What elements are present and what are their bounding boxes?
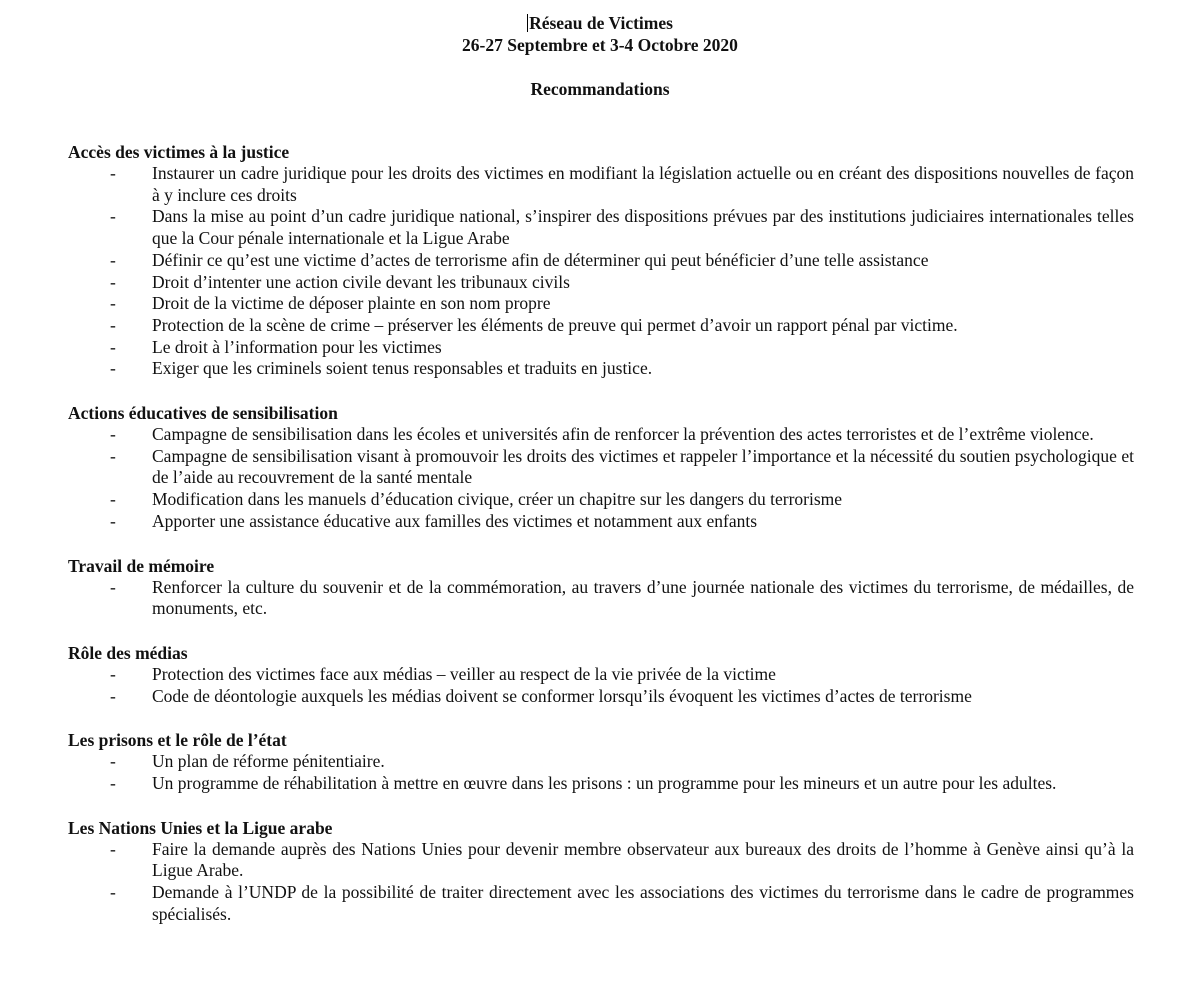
recommendation-list: [68, 577, 1134, 620]
section-title: Travail de mémoire: [68, 555, 215, 576]
bullet-dash: -: [110, 882, 116, 903]
bullet-dash: -: [110, 751, 116, 772]
text-cursor: [527, 14, 528, 32]
bullet-dash: -: [110, 271, 116, 292]
list-item: [68, 489, 1134, 511]
list-item: [68, 358, 1134, 380]
section: [68, 402, 1134, 533]
bullet-dash: -: [110, 249, 116, 270]
bullet-dash: -: [110, 773, 116, 794]
list-item-text: Campagne de sensibilisation visant à promouvoir les droits des victimes et rappeler l’importance et la nécessité du soutien psychologique et de l’aide au recouvrement de la santé mentale: [152, 445, 1134, 488]
document-header: [0, 12, 1200, 100]
list-item-text: Modification dans les manuels d’éducation civique, créer un chapitre sur les dangers du terrorisme: [152, 489, 843, 510]
section: [68, 642, 1134, 707]
list-item-text: Apporter une assistance éducative aux familles des victimes et notamment aux enfants: [152, 510, 758, 531]
bullet-dash: -: [110, 163, 116, 183]
section-title: Actions éducatives de sensibilisation: [68, 403, 338, 424]
list-item: [68, 577, 1134, 620]
list-item-text: Un plan de réforme pénitentiaire.: [152, 751, 385, 772]
section-title: Les Nations Unies et la Ligue arabe: [68, 817, 333, 838]
list-item: [68, 250, 1134, 272]
list-item-text: Protection de la scène de crime – préserver les éléments de preuve qui permet d’avoir un rapport pénal par victime.: [152, 314, 958, 335]
list-item: [68, 511, 1134, 533]
recommendation-list: [68, 424, 1134, 533]
list-item-text: Code de déontologie auxquels les médias doivent se conformer lorsqu’ils évoquent les victimes d’actes de terrorisme: [152, 685, 972, 706]
bullet-dash: -: [110, 206, 116, 227]
list-item: [68, 272, 1134, 294]
bullet-dash: -: [110, 663, 116, 684]
bullet-dash: -: [110, 445, 116, 466]
section-title: Les prisons et le rôle de l’état: [68, 730, 287, 751]
recommendation-list: [68, 751, 1134, 794]
list-item: [68, 839, 1134, 882]
list-item: [68, 315, 1134, 337]
bullet-dash: -: [110, 510, 116, 531]
bullet-dash: -: [110, 838, 116, 859]
list-item: [68, 163, 1134, 206]
list-item-text: Protection des victimes face aux médias – veiller au respect de la vie privée de la victime: [152, 663, 776, 684]
list-item-text: Faire la demande auprès des Nations Unies pour devenir membre observateur aux bureaux des droits de l’homme à Genève ainsi qu’à la Ligue Arabe.: [152, 838, 1134, 881]
document-body: [68, 141, 1134, 948]
recommendation-list: [68, 163, 1134, 380]
recommendation-list: [68, 664, 1134, 707]
bullet-dash: -: [110, 576, 116, 597]
document-title: Réseau de Victimes: [529, 13, 673, 33]
list-item: [68, 664, 1134, 686]
section: [68, 555, 1134, 620]
section: [68, 729, 1134, 794]
section-title: Rôle des médias: [68, 642, 188, 663]
bullet-dash: -: [110, 489, 116, 510]
list-item-text: Instaurer un cadre juridique pour les droits des victimes en modifiant la législation actuelle ou en créant des dispositions nouvelles de façon à y inclure ces droits: [152, 163, 1134, 205]
list-item-text: Dans la mise au point d’un cadre juridique national, s’inspirer des dispositions prévues par des institutions judiciaires internationales telles que la Cour pénale internationale et la Ligue Arabe: [152, 206, 1134, 249]
list-item: [68, 751, 1134, 773]
bullet-dash: -: [110, 358, 116, 379]
document-title-line: [0, 12, 1200, 34]
list-item: [68, 773, 1134, 795]
list-item-text: Un programme de réhabilitation à mettre en œuvre dans les prisons : un programme pour les mineurs et un autre pour les adultes.: [152, 773, 1057, 794]
list-item-text: Exiger que les criminels soient tenus responsables et traduits en justice.: [152, 358, 653, 379]
recommendation-list: [68, 839, 1134, 926]
section: [68, 141, 1134, 380]
list-item-text: Droit de la victime de déposer plainte en son nom propre: [152, 293, 551, 314]
list-item: [68, 686, 1134, 708]
list-item-text: Définir ce qu’est une victime d’actes de terrorisme afin de déterminer qui peut bénéficier d’une telle assistance: [152, 249, 929, 270]
bullet-dash: -: [110, 424, 116, 445]
section-title: Accès des victimes à la justice: [68, 142, 290, 162]
list-item-text: Le droit à l’information pour les victimes: [152, 336, 442, 357]
list-item-text: Droit d’intenter une action civile devant les tribunaux civils: [152, 271, 570, 292]
bullet-dash: -: [110, 336, 116, 357]
list-item: [68, 424, 1134, 446]
list-item-text: Campagne de sensibilisation dans les écoles et universités afin de renforcer la prévention des actes terroristes et de l’extrême violence.: [152, 424, 1094, 445]
bullet-dash: -: [110, 293, 116, 314]
bullet-dash: -: [110, 685, 116, 706]
list-item: [68, 293, 1134, 315]
document-dates: 26-27 Septembre et 3-4 Octobre 2020: [462, 35, 738, 55]
bullet-dash: -: [110, 314, 116, 335]
document-subtitle: Recommandations: [530, 79, 670, 99]
list-item: [68, 882, 1134, 925]
list-item: [68, 206, 1134, 249]
section: [68, 817, 1134, 926]
list-item-text: Demande à l’UNDP de la possibilité de traiter directement avec les associations des victimes du terrorisme dans le cadre de programmes spécialisés.: [152, 882, 1134, 924]
list-item: [68, 337, 1134, 359]
list-item-text: Renforcer la culture du souvenir et de la commémoration, au travers d’une journée nationale des victimes du terrorisme, de médailles, de monuments, etc.: [152, 576, 1134, 619]
list-item: [68, 446, 1134, 489]
